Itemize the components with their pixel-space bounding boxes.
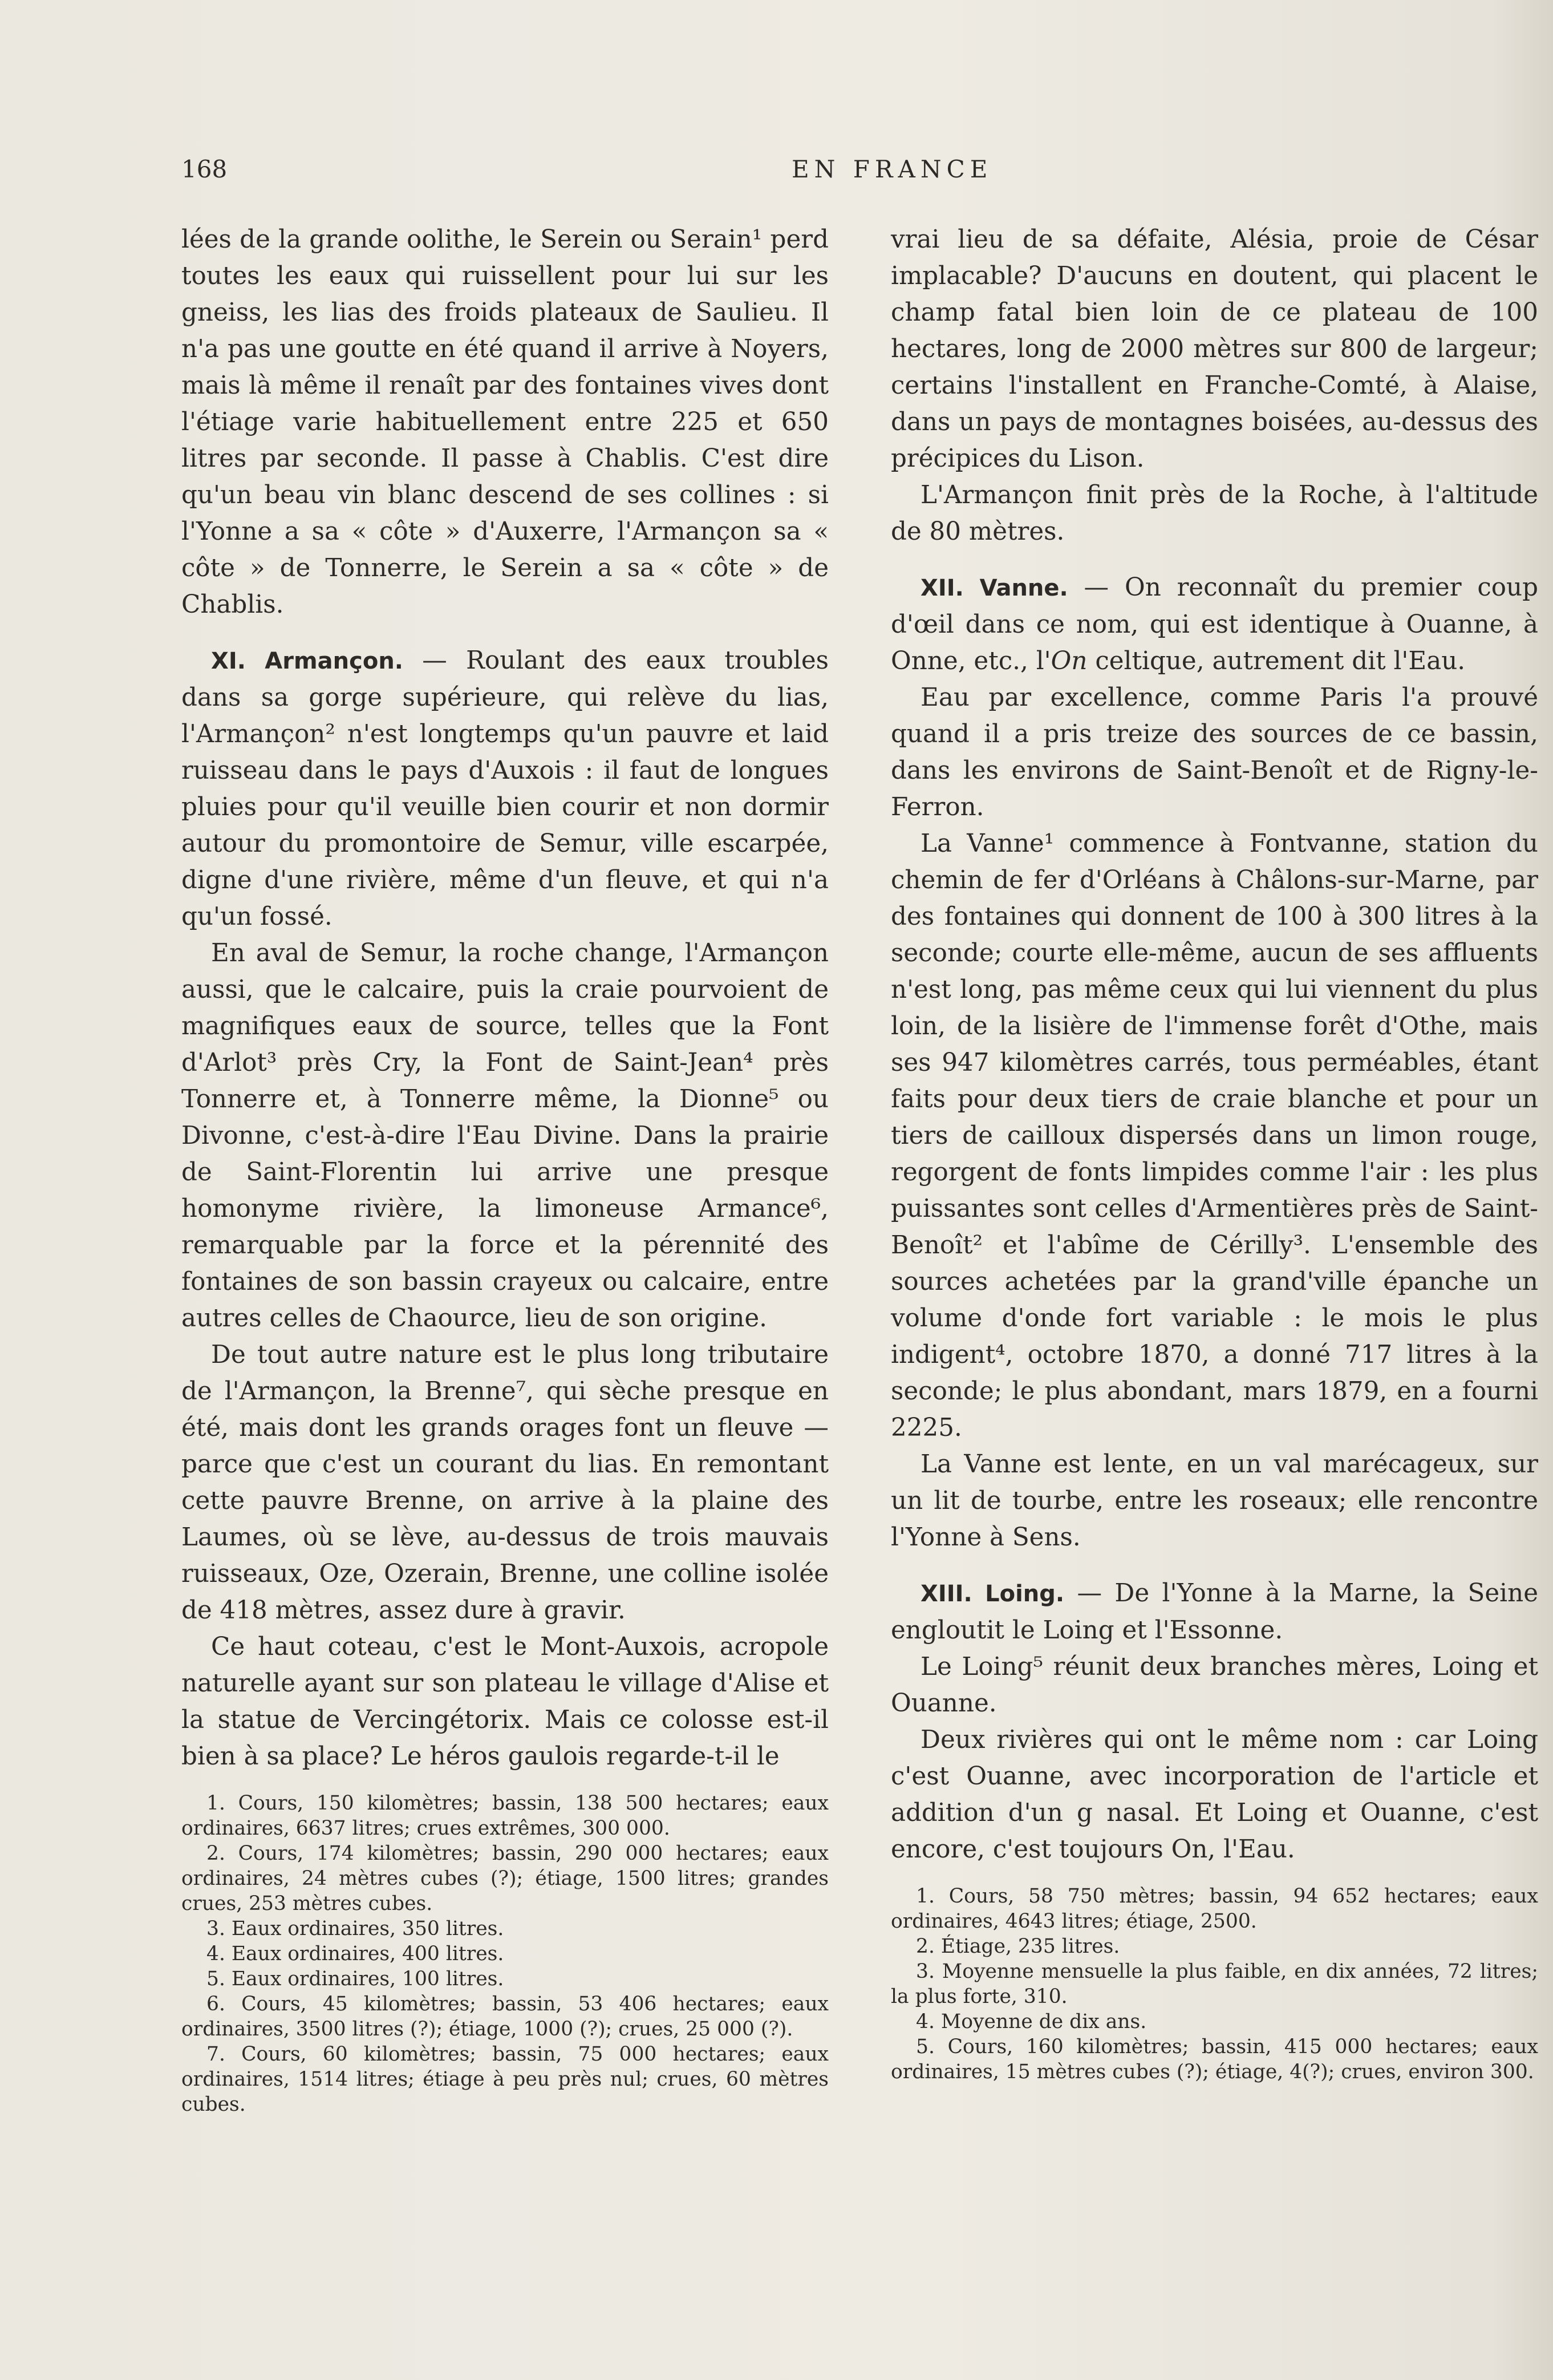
paragraph: vrai lieu de sa défaite, Alésia, proie de César implacable? D'aucuns en doutent, qui placent le champ fatal bien loin de ce plateau de 100 hectares, long de 2000 mètres sur 800 de largeur; certains l'installent en Franche-Comté, à Alaise, dans un pays de montagnes boisées, au-dessus des précipices du Lison. — [891, 225, 1538, 473]
footnote: 6. Cours, 45 kilomètres; bassin, 53 406 hectares; eaux ordinaires, 3500 litres (?); étiage, 1000 (?); crues, 25 000 (?). — [181, 1993, 829, 2041]
footnote: 2. Étiage, 235 litres. — [916, 1935, 1120, 1958]
footnote: 4. Eaux ordinaires, 400 litres. — [206, 1942, 504, 1965]
footnote: 2. Cours, 174 kilomètres; bassin, 290 000 hectares; eaux ordinaires, 24 mètres cubes (?); étiage, 1500 litres; grandes crues, 253 mètres cubes. — [181, 1842, 829, 1915]
section-xi — [181, 642, 829, 935]
section-xii — [891, 569, 1538, 679]
page-header — [0, 155, 1553, 189]
paragraph: En aval de Semur, la roche change, l'Armançon aussi, que le calcaire, puis la craie pourvoient de magnifiques eaux de source, telles que la Font d'Arlot³ près Cry, la Font de Saint-Jean⁴ près Tonnerre et, à Tonnerre même, la Dionne⁵ ou Divonne, c'est-à-dire l'Eau Divine. Dans la prairie de Saint-Florentin lui arrive une presque homonyme rivière, la limoneuse Armance⁶, remarquable par la force et la pérennité des fontaines de son bassin crayeux ou calcaire, entre autres celles de Chaource, lieu de son origine. — [181, 939, 829, 1333]
left-footnotes — [181, 1791, 829, 2117]
left-column — [181, 221, 829, 2117]
paragraph: De tout autre nature est le plus long tributaire de l'Armançon, la Brenne⁷, qui sèche presque en été, mais dont les grands orages font un fleuve — parce que c'est un courant du lias. En remontant cette pauvre Brenne, on arrive à la plaine des Laumes, où se lève, au-dessus de trois mauvais ruisseaux, Oze, Ozerain, Brenne, une colline isolée de 418 mètres, assez dure à gravir. — [181, 1341, 829, 1625]
running-title: EN FRANCE — [792, 155, 993, 183]
left-body-text — [181, 221, 829, 1775]
paragraph: Deux rivières qui ont le même nom : car Loing c'est Ouanne, avec incorporation de l'article et addition d'un g nasal. Et Loing et Ouanne, c'est encore, c'est toujours On, l'Eau. — [891, 1726, 1538, 1864]
paragraph: Ce haut coteau, c'est le Mont-Auxois, acropole naturelle ayant sur son plateau le village d'Alise et la statue de Vercingétorix. Mais ce colosse est-il bien à sa place? Le héros gaulois regarde-t-il le — [181, 1633, 829, 1771]
right-column — [891, 221, 1538, 2084]
section-text: — Roulant des eaux troubles dans sa gorge supérieure, qui relève du lias, l'Armançon² n'est longtemps qu'un pauvre et laid ruisseau dans le pays d'Auxois : il faut de longues pluies pour qu'il veuille bien courir et non dormir autour du promontoire de Semur, ville escarpée, digne d'une rivière, même d'un fleuve, et qui n'a qu'un fossé. — [181, 646, 829, 931]
celtic-on: On — [1051, 647, 1088, 675]
paragraph: La Vanne¹ commence à Fontvanne, station du chemin de fer d'Orléans à Châlons-sur-Marne, par des fontaines qui donnent de 100 à 300 litres à la seconde; courte elle-même, aucun de ses affluents n'est long, pas même ceux qui lui viennent du plus loin, de la lisière de l'immense forêt d'Othe, mais ses 947 kilomètres carrés, tous perméables, étant faits pour deux tiers de craie blanche et pour un tiers de cailloux dispersés dans un limon rouge, regorgent de fonts limpides comme l'air : les plus puissantes sont celles d'Armentières près de Saint-Benoît² et l'abîme de Cérilly³. L'ensemble des sources achetées par la grand'ville épanche un volume d'onde fort variable : le mois le plus indigent⁴, octobre 1870, a donné 717 litres à la seconde; le plus abondant, mars 1879, en a fourni 2225. — [891, 829, 1538, 1442]
section-title-vanne: XII. Vanne. — [921, 575, 1068, 601]
footnote: 3. Moyenne mensuelle la plus faible, en dix années, 72 litres; la plus forte, 310. — [891, 1960, 1538, 2008]
section-text-end: celtique, autrement dit l'Eau. — [1087, 647, 1466, 675]
paragraph: lées de la grande oolithe, le Serein ou Serain¹ perd toutes les eaux qui ruissellent pour lui sur les gneiss, les lias des froids plateaux de Saulieu. Il n'a pas une goutte en été quand il arrive à Noyers, mais là même il renaît par des fontaines vives dont l'étiage varie habituellement entre 225 et 650 litres par seconde. Il passe à Chablis. C'est dire qu'un beau vin blanc descend de ses collines : si l'Yonne a sa « côte » d'Auxerre, l'Armançon sa « côte » de Tonnerre, le Serein a sa « côte » de Chablis. — [181, 225, 829, 619]
footnote: 3. Eaux ordinaires, 350 litres. — [206, 1917, 504, 1940]
section-title-loing: XIII. Loing. — [921, 1581, 1065, 1607]
section-text: — On reconnaît du premier coup d'œil dans ce nom, qui est identique à Ouanne, à Onne, etc., l' — [891, 573, 1539, 675]
paragraph: La Vanne est lente, en un val marécageux, sur un lit de tourbe, entre les roseaux; elle rencontre l'Yonne à Sens. — [891, 1450, 1538, 1552]
footnote: 5. Cours, 160 kilomètres; bassin, 415 000 hectares; eaux ordinaires, 15 mètres cubes (?); étiage, 4(?); crues, environ 300. — [891, 2035, 1538, 2083]
footnote: 5. Eaux ordinaires, 100 litres. — [206, 1968, 504, 1990]
paragraph: Le Loing⁵ réunit deux branches mères, Loing et Ouanne. — [891, 1653, 1538, 1718]
page-number: 168 — [181, 155, 228, 183]
right-footnotes — [891, 1884, 1538, 2084]
footnote: 4. Moyenne de dix ans. — [916, 2010, 1147, 2033]
right-body-text — [891, 221, 1538, 1868]
section-text: — De l'Yonne à la Marne, la Seine engloutit le Loing et l'Essonne. — [891, 1579, 1538, 1645]
paragraph: L'Armançon finit près de la Roche, à l'altitude de 80 mètres. — [891, 481, 1538, 546]
section-xiii — [891, 1575, 1538, 1649]
footnote: 1. Cours, 58 750 mètres; bassin, 94 652 hectares; eaux ordinaires, 4643 litres; étiage, 2500. — [891, 1885, 1538, 1933]
paragraph: Eau par excellence, comme Paris l'a prouvé quand il a pris treize des sources de ce bassin, dans les environs de Saint-Benoît et de Rigny-le-Ferron. — [891, 683, 1538, 821]
footnote: 7. Cours, 60 kilomètres; bassin, 75 000 hectares; eaux ordinaires, 1514 litres; étiage à peu près nul; crues, 60 mètres cubes. — [181, 2043, 829, 2116]
section-title-armancon: XI. Armançon. — [211, 648, 403, 674]
footnote: 1. Cours, 150 kilomètres; bassin, 138 500 hectares; eaux ordinaires, 6637 litres; crues extrêmes, 300 000. — [181, 1792, 829, 1840]
